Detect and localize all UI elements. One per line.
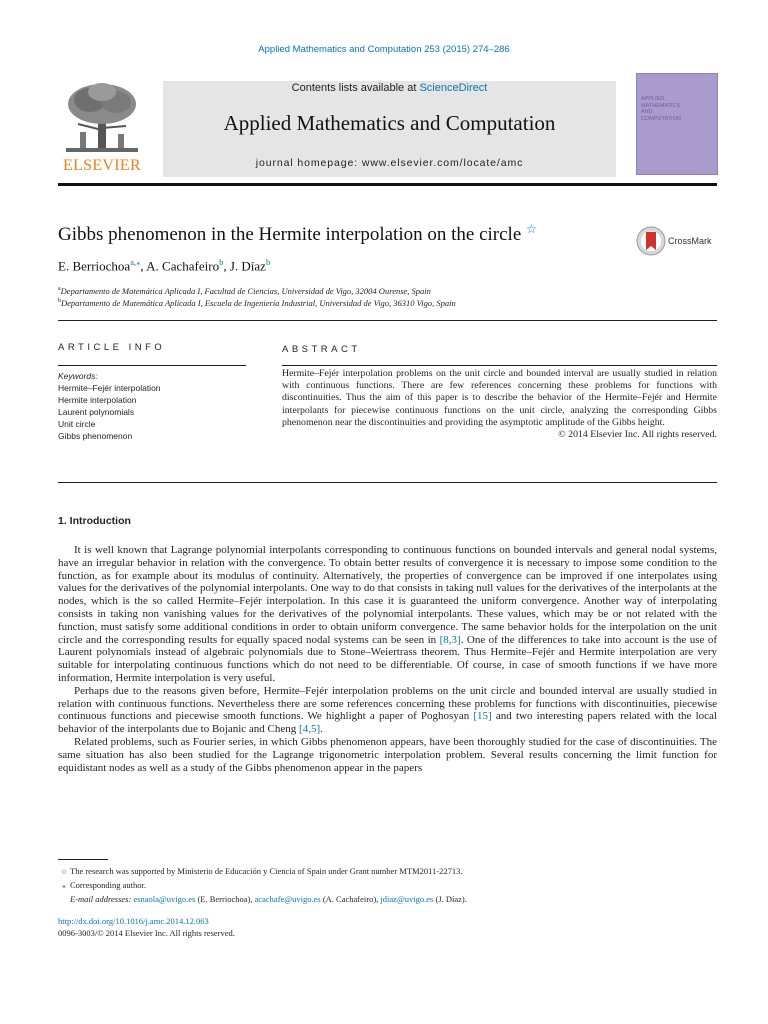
keyword-item: Laurent polynomials	[58, 407, 135, 417]
paper-title	[58, 224, 537, 246]
sciencedirect-link[interactable]: ScienceDirect	[419, 82, 488, 94]
author-affiliation-marker[interactable]: b	[265, 257, 271, 267]
footnote-rule	[58, 859, 108, 860]
affiliation-label: a	[58, 286, 61, 293]
abstract-rule	[282, 365, 717, 366]
paragraph-text: . One of the differences to take into account is the use of Laurent polynomials instead of algebraic polynomials due to Stone–Weiertrass theorem. Thus Hermite–Fejér and Hermite interpolation are very suitable for interpolating continuous functions which do not need to be differentiable. Of course, in case of smooth functions if we have more information, Hermite interpolation is very useful.	[58, 633, 718, 684]
paper-title-text: Gibbs phenomenon in the Hermite interpolation on the circle	[58, 224, 522, 245]
email-owner: (J. Díaz).	[433, 894, 467, 904]
affiliation-text: Departamento de Matemática Aplicada I, Facultad de Ciencias, Universidad de Vigo, 32004 Ourense, Spain	[60, 286, 431, 296]
section-heading-introduction: 1. Introduction	[58, 515, 131, 527]
abstract-copyright: © 2014 Elsevier Inc. All rights reserved.	[558, 429, 717, 441]
author-affiliation-marker[interactable]: a,⁎	[130, 257, 141, 267]
crossmark-badge[interactable]	[636, 226, 726, 256]
journal-cover-thumbnail[interactable]	[636, 73, 718, 175]
author-separator: ,	[140, 258, 147, 274]
paragraph-text: Perhaps due to the reasons given before, Hermite–Fejér interpolation problems on the unit circle and bounded interval are usually studied in relation with continuous functions. Nevertheless there are some references concerning these problems for functions with discontinuities, piecewise continuous functions and piecewise smooth functions. We highlight a paper of Poghosyan	[58, 684, 717, 723]
author-name[interactable]: J. Díaz	[229, 258, 266, 274]
doi-block	[58, 915, 235, 939]
header-rule	[58, 183, 717, 186]
publisher-wordmark: ELSEVIER	[63, 157, 141, 174]
contents-line	[163, 82, 616, 94]
section-rule	[58, 320, 717, 321]
elsevier-tree-icon	[62, 80, 142, 156]
author-name[interactable]: A. Cachafeiro	[146, 258, 220, 274]
cover-title	[641, 96, 681, 122]
article-info-rule	[58, 365, 246, 366]
keywords-label: Keywords:	[58, 371, 98, 381]
keyword-item: Hermite interpolation	[58, 395, 137, 405]
funding-footnote	[58, 865, 467, 879]
journal-banner	[163, 81, 616, 177]
email-link[interactable]: jdiaz@uvigo.es	[380, 894, 434, 904]
citation-link[interactable]: [15]	[473, 710, 492, 723]
elsevier-logo	[56, 80, 148, 176]
author-name[interactable]: E. Berriochoa	[58, 258, 131, 274]
email-owner: (E. Berriochoa),	[195, 894, 255, 904]
footnote-symbol: ⁎	[62, 882, 66, 890]
footnote-text: The research was supported by Ministerio de Educación y Ciencia of Spain under Grant number MTM2011-22713.	[70, 866, 463, 876]
keyword-item: Gibbs phenomenon	[58, 431, 133, 441]
title-footnote-marker[interactable]: ☆	[526, 222, 537, 236]
crossmark-icon	[636, 226, 666, 256]
contents-prefix: Contents lists available at	[291, 82, 420, 94]
keywords-list	[58, 370, 161, 442]
introduction-body	[58, 544, 717, 774]
paragraph-text: .	[320, 723, 323, 736]
intro-paragraph	[58, 736, 717, 774]
abstract-body	[282, 368, 717, 441]
journal-citation[interactable]: Applied Mathematics and Computation 253 (2015) 274–286	[258, 44, 510, 55]
email-link[interactable]: esnaola@uvigo.es	[133, 894, 196, 904]
corresponding-footnote	[58, 879, 467, 893]
affiliation-text: Departamento de Matemática Aplicada I, Escuela de Ingeniería Industrial, Universidad de Vigo, 36310 Vigo, Spain	[61, 298, 456, 308]
journal-title: Applied Mathematics and Computation	[223, 111, 556, 135]
abstract-text: Hermite–Fejér interpolation problems on the unit circle and bounded interval are usually studied in relation with continuous functions. There are few references concerning these problems for functions with discontinuities. Thus the aim of this paper is to describe the behavior of the Hermite–Fejér and Hermite interpolants for piecewise continuous functions on the unit circle, analyzing the corresponding Gibbs phenomenon near the discontinuities and providing the asymptotic amplitude of the Gibbs height.	[282, 368, 717, 428]
abstract-bottom-rule	[58, 482, 717, 483]
affiliation-a	[58, 286, 431, 296]
affiliation-b	[58, 298, 456, 308]
citation-link[interactable]: [4,5]	[299, 723, 321, 736]
footnotes	[58, 865, 467, 906]
author-separator: ,	[223, 258, 230, 274]
author-affiliation-marker[interactable]: b	[219, 257, 224, 267]
keyword-item: Hermite–Fejér interpolation	[58, 383, 161, 393]
keyword-item: Unit circle	[58, 419, 96, 429]
email-link[interactable]: acachafe@uvigo.es	[254, 894, 321, 904]
paragraph-text: Related problems, such as Fourier series, in which Gibbs phenomenon appears, have been thoroughly studied for the case of discontinuities. The same situation has also been studied for the Lagrange trigonometric interpolation problem. Several results concerning the limit function for equidistant nodes as well as a study of the Gibbs phenomenon appear in the papers	[58, 735, 717, 774]
author-list	[58, 257, 270, 274]
cover-line: COMPUTATION	[641, 115, 681, 122]
email-footnote	[58, 893, 467, 906]
issn-line: 0096-3003/© 2014 Elsevier Inc. All rights reserved.	[58, 928, 235, 938]
citation-link[interactable]: [8,3]	[439, 633, 461, 646]
email-label: E-mail addresses:	[70, 894, 132, 904]
footnote-text: Corresponding author.	[70, 880, 147, 890]
email-owner: (A. Cachafeiro),	[320, 894, 381, 904]
cover-line: MATHEMATICS	[641, 102, 681, 109]
journal-homepage-link[interactable]: journal homepage: www.elsevier.com/locate/amc	[255, 157, 524, 169]
doi-link[interactable]: http://dx.doi.org/10.1016/j.amc.2014.12.063	[58, 916, 209, 926]
crossmark-label: CrossMark	[668, 236, 712, 246]
cover-line: APPLIED	[641, 96, 665, 102]
paragraph-text: It is well known that Lagrange polynomial interpolants corresponding to continuous functions on bounded intervals and general nodal systems, have an irregular behavior in relation with the convergence. To obtain better results of convergence it is necessary to impose some condition to the function, as for example about its modulus of continuity. Alternatively, the properties of convergence can be improved if one interpolates using values for the derivatives of the polynomial interpolants. One way to do that consists in taking null values for the derivatives of the interpolants at the nodes, which is the so called Hermite–Fejér interpolation. In this case it is guaranteed the uniform convergence. Another way of interpolating consists in taking non vanishing values for the derivatives of the polynomial interpolants. These values, which may be or not related with the function, must satisfy some additional conditions in order to obtain uniform convergence. The same behavior holds for the interpolation on the unit circle and the corresponding results for equally spaced nodal systems can be seen in	[58, 544, 717, 646]
abstract-heading: ABSTRACT	[282, 344, 361, 355]
intro-paragraph	[58, 685, 717, 736]
article-info-heading: ARTICLE INFO	[58, 342, 166, 353]
intro-paragraph	[58, 544, 717, 685]
affiliation-label: b	[58, 298, 61, 305]
footnote-symbol: ☆	[60, 868, 68, 876]
cover-line: AND	[641, 109, 653, 115]
paragraph-text: and two interesting papers related with the local behavior of the interpolants due to Bojanic and Cheng	[58, 710, 717, 736]
